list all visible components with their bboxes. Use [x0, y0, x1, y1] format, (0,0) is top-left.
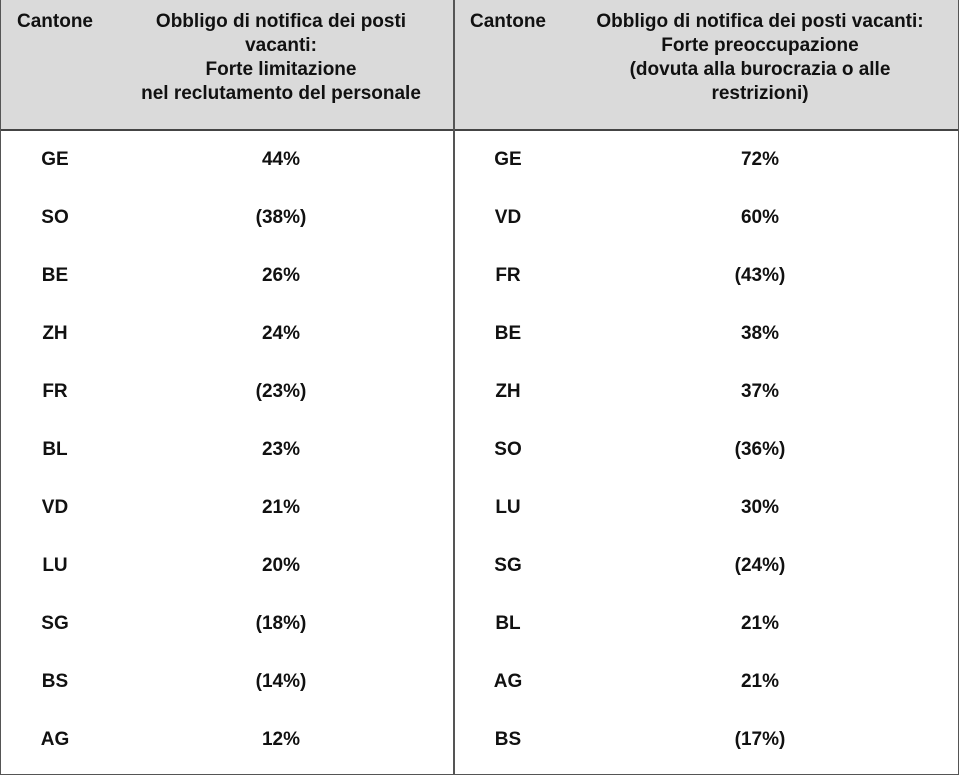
limitation-value-cell: 24% — [261, 323, 301, 344]
header-canton-right: Cantone — [470, 11, 546, 32]
canton-cell-left: SO — [41, 207, 69, 228]
table-row — [1, 305, 958, 363]
header-limitation-left: Obbligo di notifica dei posti vacanti: Forte limitazione nel reclutamento del personale — [141, 11, 421, 104]
limitation-value-cell: (23%) — [255, 381, 307, 402]
canton-cell-left: SG — [41, 613, 69, 634]
table-row — [1, 479, 958, 537]
canton-cell-right: LU — [495, 497, 521, 518]
concern-value-cell: 21% — [740, 671, 780, 692]
concern-value-cell: 30% — [740, 497, 780, 518]
canton-cell-right: BE — [494, 323, 522, 344]
concern-value-cell: 72% — [740, 149, 780, 170]
table-row — [1, 711, 958, 769]
table-row — [1, 421, 958, 479]
limitation-value-cell: 20% — [261, 555, 301, 576]
canton-cell-left: ZH — [42, 323, 68, 344]
canton-cell-right: AG — [493, 671, 523, 692]
concern-value-cell: (43%) — [734, 265, 786, 286]
canton-cell-right: FR — [495, 265, 521, 286]
table-row — [1, 131, 958, 189]
table-row — [1, 537, 958, 595]
canton-cell-left: GE — [41, 149, 69, 170]
canton-cell-left: VD — [41, 497, 69, 518]
canton-cell-left: FR — [42, 381, 68, 402]
canton-cell-right: SO — [494, 439, 522, 460]
canton-cell-right: BL — [495, 613, 521, 634]
header-concern-right: Obbligo di notifica dei posti vacanti: Forte preoccupazione (dovuta alla burocrazia o alle restrizioni) — [596, 11, 924, 104]
canton-cell-left: LU — [42, 555, 68, 576]
canton-cell-left: AG — [40, 729, 70, 750]
concern-value-cell: (17%) — [734, 729, 786, 750]
canton-cell-right: VD — [494, 207, 522, 228]
concern-value-cell: 21% — [740, 613, 780, 634]
canton-cell-right: GE — [494, 149, 522, 170]
table-row — [1, 595, 958, 653]
concern-value-cell: 37% — [740, 381, 780, 402]
canton-cell-right: BS — [494, 729, 522, 750]
header-canton-left: Cantone — [17, 11, 93, 32]
concern-value-cell: (24%) — [734, 555, 786, 576]
canton-cell-left: BE — [41, 265, 69, 286]
limitation-value-cell: (38%) — [255, 207, 307, 228]
concern-value-cell: 38% — [740, 323, 780, 344]
limitation-value-cell: (18%) — [255, 613, 307, 634]
table-row — [1, 247, 958, 305]
limitation-value-cell: 12% — [261, 729, 301, 750]
table-row — [1, 363, 958, 421]
canton-cell-right: ZH — [495, 381, 521, 402]
limitation-value-cell: 26% — [261, 265, 301, 286]
table-row — [1, 653, 958, 711]
table-row — [1, 189, 958, 247]
canton-cell-left: BL — [42, 439, 68, 460]
canton-cell-right: SG — [494, 555, 522, 576]
limitation-value-cell: 21% — [261, 497, 301, 518]
concern-value-cell: 60% — [740, 207, 780, 228]
concern-value-cell: (36%) — [734, 439, 786, 460]
limitation-value-cell: 23% — [261, 439, 301, 460]
limitation-value-cell: 44% — [261, 149, 301, 170]
table-header — [1, 0, 958, 131]
limitation-value-cell: (14%) — [255, 671, 307, 692]
canton-cell-left: BS — [41, 671, 69, 692]
